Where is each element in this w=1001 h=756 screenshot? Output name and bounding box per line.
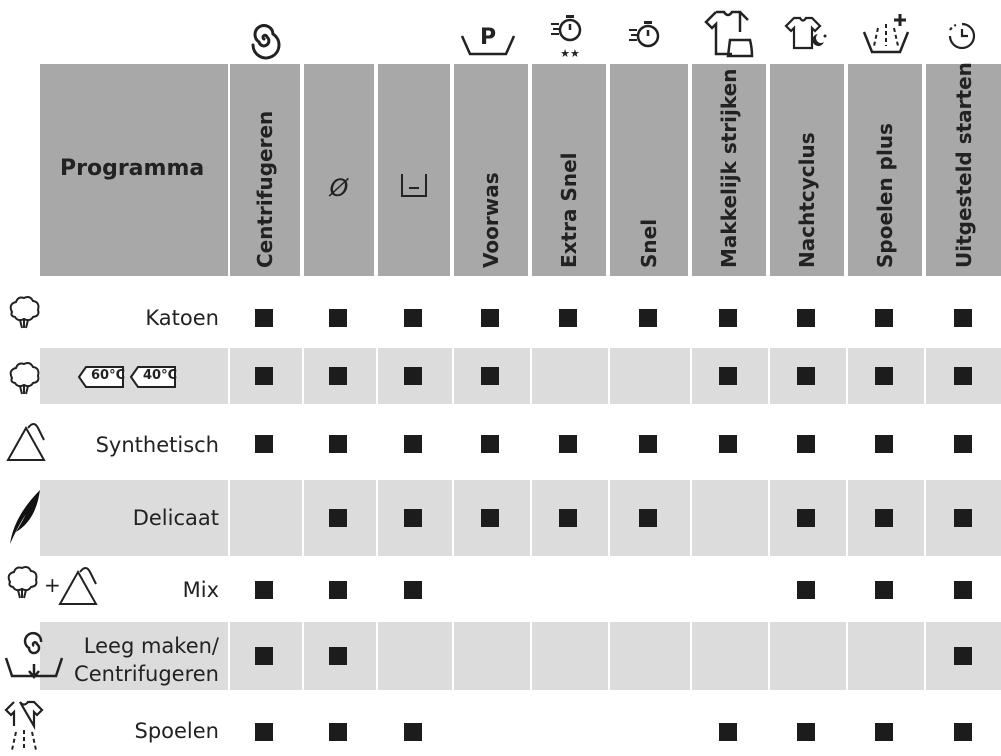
available-marker	[639, 509, 657, 527]
rinse-hold-icon	[400, 172, 428, 202]
available-marker	[329, 509, 347, 527]
program-column-label: Programma	[60, 156, 205, 181]
available-marker	[404, 435, 422, 453]
row-band-2	[40, 348, 1001, 404]
available-marker	[797, 435, 815, 453]
available-marker	[404, 509, 422, 527]
header-label-snel: Snel	[637, 218, 661, 268]
row-label-spoelen: Spoelen	[134, 719, 219, 743]
available-marker	[954, 509, 972, 527]
available-marker	[404, 581, 422, 599]
drain-spin-icon	[2, 630, 66, 686]
header-col-makkelijk-strijken	[692, 64, 766, 276]
available-marker	[481, 309, 499, 327]
available-marker	[954, 435, 972, 453]
header-label-nachtcyclus: Nachtcyclus	[795, 132, 819, 268]
available-marker	[954, 723, 972, 741]
available-marker	[875, 435, 893, 453]
header-col-snel	[610, 64, 688, 276]
available-marker	[797, 367, 815, 385]
available-marker	[559, 435, 577, 453]
available-marker	[481, 435, 499, 453]
available-marker	[329, 435, 347, 453]
available-marker	[875, 509, 893, 527]
prewash-p-icon	[458, 18, 518, 58]
header-label-spoelen-plus: Spoelen plus	[873, 123, 897, 268]
column-separator	[846, 276, 848, 756]
badge-60c	[78, 366, 124, 388]
header-col-no-spin	[304, 64, 374, 276]
header-label-uitgesteld-starten: Uitgesteld starten	[951, 62, 976, 268]
cotton-plus-synthetic-icon	[4, 560, 114, 610]
available-marker	[404, 367, 422, 385]
available-marker	[954, 367, 972, 385]
available-marker	[719, 435, 737, 453]
available-marker	[719, 309, 737, 327]
column-separator	[768, 276, 770, 756]
column-separator	[690, 276, 692, 756]
available-marker	[559, 309, 577, 327]
header-col-spoelen-plus	[848, 64, 922, 276]
available-marker	[404, 309, 422, 327]
row-label-synthetisch: Synthetisch	[95, 433, 219, 457]
header-label-extra-snel: Extra Snel	[557, 152, 581, 268]
svg-text:P: P	[479, 25, 497, 50]
header-program-cell	[40, 64, 228, 276]
feather-icon	[6, 486, 44, 548]
available-marker	[329, 367, 347, 385]
available-marker	[329, 723, 347, 741]
header-col-extra-snel	[532, 64, 606, 276]
available-marker	[954, 647, 972, 665]
available-marker	[559, 509, 577, 527]
cotton-icon	[6, 294, 42, 330]
column-separator	[924, 276, 926, 756]
available-marker	[329, 309, 347, 327]
no-spin-icon: Ø	[329, 174, 349, 202]
row-label-leeg-maken-line1: Leeg maken/	[83, 634, 219, 658]
available-marker	[404, 723, 422, 741]
svg-text:+: +	[44, 573, 61, 597]
row-label-leeg-maken-line2: Centrifugeren	[74, 662, 219, 686]
available-marker	[875, 723, 893, 741]
synthetic-icon	[4, 420, 48, 464]
available-marker	[481, 509, 499, 527]
column-separator	[608, 276, 610, 756]
available-marker	[797, 309, 815, 327]
available-marker	[329, 581, 347, 599]
rinse-shirt-icon	[4, 698, 44, 752]
row-label-katoen: Katoen	[145, 306, 219, 330]
row-label-mix: Mix	[182, 578, 219, 602]
available-marker	[954, 309, 972, 327]
header-col-nachtcyclus	[770, 64, 844, 276]
available-marker	[255, 367, 273, 385]
available-marker	[639, 435, 657, 453]
header-col-centrifugeren	[230, 64, 300, 276]
available-marker	[797, 723, 815, 741]
svg-text:★★: ★★	[560, 47, 580, 60]
available-marker	[797, 581, 815, 599]
available-marker	[797, 509, 815, 527]
badge-40c-text: 40°C	[143, 368, 178, 383]
cotton-eco-60-40-icon	[6, 360, 42, 396]
badge-60c-text: 60°C	[91, 368, 126, 383]
available-marker	[875, 581, 893, 599]
easy-iron-icon	[702, 8, 756, 60]
available-marker	[255, 723, 273, 741]
header-label-centrifugeren: Centrifugeren	[253, 110, 277, 268]
badge-40c	[130, 366, 176, 388]
available-marker	[255, 581, 273, 599]
spiral-icon	[244, 18, 284, 58]
timer-icon	[626, 14, 666, 54]
available-marker	[481, 367, 499, 385]
timer-two-stars-icon	[548, 10, 588, 60]
rinse-plus-icon	[860, 10, 912, 58]
column-separator	[376, 276, 378, 756]
available-marker	[954, 581, 972, 599]
column-separator	[530, 276, 532, 756]
header-label-makkelijk-strijken: Makkelijk strijken	[717, 68, 741, 268]
column-separator	[302, 276, 304, 756]
available-marker	[255, 435, 273, 453]
header-col-rinse-hold	[378, 64, 450, 276]
available-marker	[329, 647, 347, 665]
night-cycle-icon	[784, 14, 828, 54]
available-marker	[875, 309, 893, 327]
available-marker	[255, 309, 273, 327]
available-marker	[255, 647, 273, 665]
row-label-delicaat: Delicaat	[132, 506, 219, 530]
available-marker	[639, 309, 657, 327]
header-col-voorwas	[454, 64, 528, 276]
available-marker	[719, 723, 737, 741]
column-separator	[228, 276, 230, 756]
available-marker	[875, 367, 893, 385]
header-label-voorwas: Voorwas	[479, 172, 503, 268]
header-col-uitgesteld-starten	[926, 64, 1001, 276]
column-separator	[452, 276, 454, 756]
delay-clock-icon	[944, 18, 980, 54]
available-marker	[719, 367, 737, 385]
